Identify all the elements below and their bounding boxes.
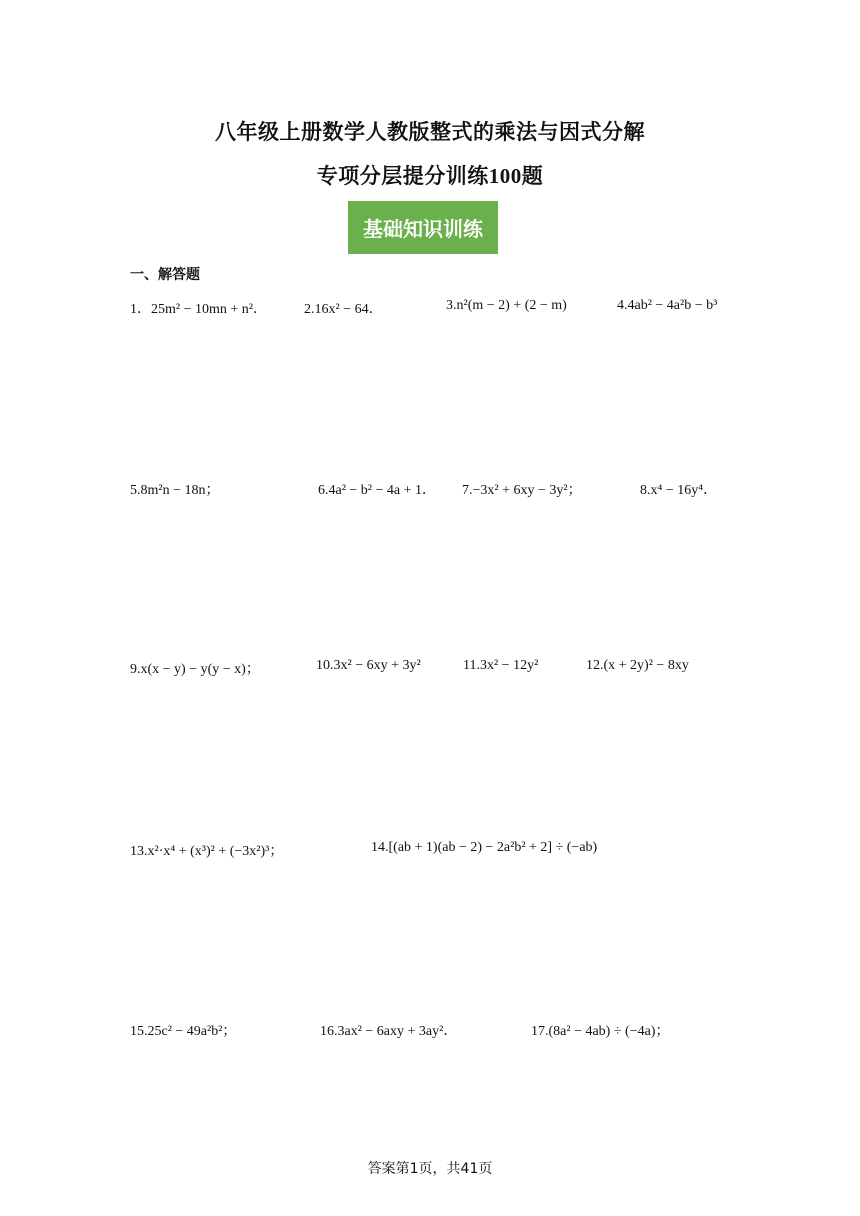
problem-14 xyxy=(371,840,597,856)
problem-expression: 16x² − 64． xyxy=(314,302,383,317)
problem-number: 5. xyxy=(130,483,141,498)
problem-expression: x²·x⁴ + (x³)² + (−3x²)³； xyxy=(147,844,284,859)
problem-6 xyxy=(318,479,436,499)
title-line-1: 八年级上册数学人教版整式的乘法与因式分解 xyxy=(215,120,645,144)
problem-expression: n²(m − 2) + (2 − m) xyxy=(456,298,567,313)
problem-number: 8. xyxy=(640,483,651,498)
problem-expression: 4ab² − 4a²b − b³ xyxy=(627,298,718,313)
problem-expression: 3x² − 12y² xyxy=(479,658,539,673)
problem-number: 2. xyxy=(304,302,315,317)
problem-number: 6. xyxy=(318,483,329,498)
problem-16 xyxy=(320,1020,457,1040)
problem-number: 7. xyxy=(462,483,473,498)
problem-expression: 4a² − b² − 4a + 1． xyxy=(328,483,437,498)
problem-3 xyxy=(446,298,567,314)
problem-5 xyxy=(130,479,219,499)
problem-number: 4. xyxy=(617,298,628,313)
problem-number: 9. xyxy=(130,662,141,677)
problem-number: 12. xyxy=(586,658,604,673)
problem-number: 11. xyxy=(463,658,480,673)
section-badge: 基础知识训练 xyxy=(348,201,498,254)
problem-15 xyxy=(130,1020,236,1040)
problem-13 xyxy=(130,840,283,860)
problem-number: 10. xyxy=(316,658,334,673)
problem-number: 15. xyxy=(130,1024,148,1039)
problem-number: 14. xyxy=(371,840,389,855)
problem-number: 17. xyxy=(531,1024,549,1039)
section-heading: 一、解答题 xyxy=(130,267,200,283)
problem-1 xyxy=(130,298,267,318)
problem-12 xyxy=(586,658,689,674)
problem-expression: x(x − y) − y(y − x)； xyxy=(140,662,260,677)
problem-7 xyxy=(462,479,582,499)
problem-4 xyxy=(617,298,717,314)
problem-11 xyxy=(463,658,538,674)
problem-expression: x⁴ − 16y⁴． xyxy=(650,483,718,498)
problem-expression: (8a² − 4ab) ÷ (−4a)； xyxy=(548,1024,670,1039)
page-footer: 答案第1页，共41页 xyxy=(367,1161,493,1177)
problem-expression: 3x² − 6xy + 3y² xyxy=(333,658,421,673)
problem-number: 3. xyxy=(446,298,457,313)
problem-8 xyxy=(640,479,717,499)
problem-expression: [(ab + 1)(ab − 2) − 2a²b² + 2] ÷ (−ab) xyxy=(388,840,598,855)
problem-expression: −3x² + 6xy − 3y²； xyxy=(472,483,582,498)
problem-10 xyxy=(316,658,421,674)
problem-expression: 3ax² − 6axy + 3ay²． xyxy=(337,1024,458,1039)
problem-9 xyxy=(130,658,260,678)
problem-expression: 25m² − 10mn + n²． xyxy=(151,302,267,317)
problem-17 xyxy=(531,1020,669,1040)
problem-number: 1． xyxy=(130,302,151,317)
title-line-2: 专项分层提分训练100题 xyxy=(316,164,544,188)
problem-expression: 8m²n − 18n； xyxy=(140,483,220,498)
problem-number: 16. xyxy=(320,1024,338,1039)
problem-2 xyxy=(304,298,383,318)
problem-expression: 25c² − 49a²b²； xyxy=(147,1024,237,1039)
problem-expression: (x + 2y)² − 8xy xyxy=(603,658,689,673)
problem-number: 13. xyxy=(130,844,148,859)
